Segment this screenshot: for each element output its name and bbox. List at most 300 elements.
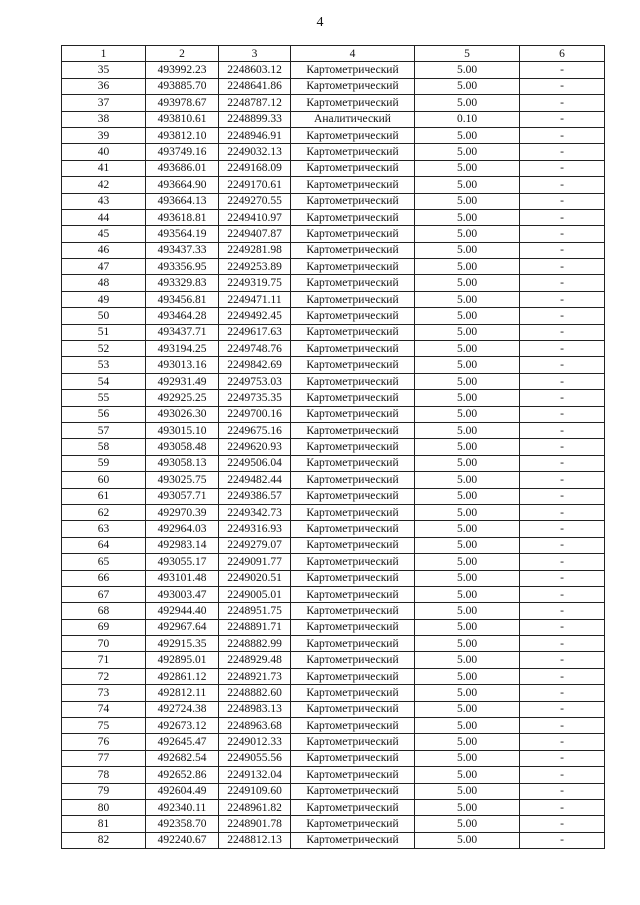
- table-cell: 492724.38: [146, 701, 219, 717]
- table-cell: Картометрический: [291, 783, 415, 799]
- table-cell: 5.00: [415, 390, 520, 406]
- table-cell: 2249407.87: [219, 226, 291, 242]
- table-row: [62, 291, 605, 307]
- table-cell: 492645.47: [146, 734, 219, 750]
- table-cell: 493686.01: [146, 160, 219, 176]
- table-cell: Картометрический: [291, 259, 415, 275]
- table-cell: 2248641.86: [219, 78, 291, 94]
- table-cell: 68: [62, 603, 146, 619]
- table-cell: -: [520, 259, 605, 275]
- table-row: [62, 603, 605, 619]
- table-cell: -: [520, 816, 605, 832]
- table-cell: Картометрический: [291, 406, 415, 422]
- table-cell: 42: [62, 177, 146, 193]
- table-row: [62, 78, 605, 94]
- table-cell: 2248882.60: [219, 685, 291, 701]
- table-cell: 53: [62, 357, 146, 373]
- table-row: [62, 619, 605, 635]
- table-cell: 492652.86: [146, 767, 219, 783]
- table-cell: 492240.67: [146, 832, 219, 848]
- table-cell: -: [520, 734, 605, 750]
- table-cell: 70: [62, 636, 146, 652]
- table-cell: Картометрический: [291, 570, 415, 586]
- table-cell: 2249675.16: [219, 422, 291, 438]
- table-cell: -: [520, 652, 605, 668]
- table-row: [62, 750, 605, 766]
- table-cell: 2249319.75: [219, 275, 291, 291]
- table-row: [62, 177, 605, 193]
- table-cell: 5.00: [415, 226, 520, 242]
- table-cell: -: [520, 275, 605, 291]
- table-cell: -: [520, 422, 605, 438]
- table-cell: 2249279.07: [219, 537, 291, 553]
- table-cell: 5.00: [415, 373, 520, 389]
- table-cell: 492358.70: [146, 816, 219, 832]
- table-cell: 2248929.48: [219, 652, 291, 668]
- table-cell: 51: [62, 324, 146, 340]
- table-cell: 2248963.68: [219, 718, 291, 734]
- table-cell: 5.00: [415, 62, 520, 78]
- table-row: [62, 357, 605, 373]
- table-cell: 2249620.93: [219, 439, 291, 455]
- table-cell: 2249109.60: [219, 783, 291, 799]
- table-cell: 55: [62, 390, 146, 406]
- table-cell: 5.00: [415, 357, 520, 373]
- table-cell: 5.00: [415, 603, 520, 619]
- column-header: 2: [146, 46, 219, 62]
- table-cell: 492967.64: [146, 619, 219, 635]
- table-cell: Картометрический: [291, 373, 415, 389]
- table-cell: 492812.11: [146, 685, 219, 701]
- table-cell: 66: [62, 570, 146, 586]
- table-cell: -: [520, 95, 605, 111]
- table-cell: 493564.19: [146, 226, 219, 242]
- table-cell: -: [520, 799, 605, 815]
- table-cell: 5.00: [415, 799, 520, 815]
- table-cell: 2249386.57: [219, 488, 291, 504]
- table-row: [62, 62, 605, 78]
- table-row: [62, 422, 605, 438]
- table-cell: 2249617.63: [219, 324, 291, 340]
- table-cell: 2249055.56: [219, 750, 291, 766]
- table-cell: Картометрический: [291, 193, 415, 209]
- table-row: [62, 439, 605, 455]
- table-row: [62, 783, 605, 799]
- table-cell: 77: [62, 750, 146, 766]
- table-cell: 493749.16: [146, 144, 219, 160]
- table-cell: 60: [62, 472, 146, 488]
- table-cell: 5.00: [415, 783, 520, 799]
- table-cell: -: [520, 127, 605, 143]
- table-cell: 2248921.73: [219, 668, 291, 684]
- table-cell: 493664.13: [146, 193, 219, 209]
- table-cell: 5.00: [415, 586, 520, 602]
- table-cell: 492970.39: [146, 504, 219, 520]
- table-cell: 5.00: [415, 521, 520, 537]
- table-row: [62, 95, 605, 111]
- table-row: [62, 455, 605, 471]
- table-cell: 39: [62, 127, 146, 143]
- table-body: [62, 62, 605, 849]
- table-cell: -: [520, 193, 605, 209]
- column-header: 5: [415, 46, 520, 62]
- table-cell: 2249132.04: [219, 767, 291, 783]
- table-cell: 493329.83: [146, 275, 219, 291]
- table-cell: 2248882.99: [219, 636, 291, 652]
- table-cell: 2249270.55: [219, 193, 291, 209]
- table-cell: 492915.35: [146, 636, 219, 652]
- table-cell: 2249032.13: [219, 144, 291, 160]
- table-cell: 493026.30: [146, 406, 219, 422]
- table-cell: -: [520, 406, 605, 422]
- table-cell: 76: [62, 734, 146, 750]
- table-cell: Картометрический: [291, 832, 415, 848]
- table-cell: Картометрический: [291, 504, 415, 520]
- table-cell: 5.00: [415, 95, 520, 111]
- table-row: [62, 193, 605, 209]
- table-cell: 5.00: [415, 472, 520, 488]
- table-cell: 2249753.03: [219, 373, 291, 389]
- table-cell: -: [520, 472, 605, 488]
- table-cell: -: [520, 570, 605, 586]
- table-cell: 493437.33: [146, 242, 219, 258]
- table-cell: -: [520, 783, 605, 799]
- table-cell: 493003.47: [146, 586, 219, 602]
- table-cell: 5.00: [415, 406, 520, 422]
- table-cell: 2249091.77: [219, 554, 291, 570]
- table-cell: Картометрический: [291, 521, 415, 537]
- table-cell: -: [520, 78, 605, 94]
- table-cell: 5.00: [415, 488, 520, 504]
- table-cell: 2248891.71: [219, 619, 291, 635]
- table-cell: 5.00: [415, 652, 520, 668]
- table-cell: -: [520, 586, 605, 602]
- table-cell: Картометрический: [291, 799, 415, 815]
- table-cell: 74: [62, 701, 146, 717]
- table-cell: 64: [62, 537, 146, 553]
- table-cell: 0.10: [415, 111, 520, 127]
- table-cell: Картометрический: [291, 422, 415, 438]
- table-cell: 5.00: [415, 734, 520, 750]
- table-cell: 493992.23: [146, 62, 219, 78]
- table-cell: 2248901.78: [219, 816, 291, 832]
- table-row: [62, 242, 605, 258]
- table-cell: Картометрический: [291, 554, 415, 570]
- table-cell: -: [520, 488, 605, 504]
- table-header-row: [62, 46, 605, 62]
- table-cell: 5.00: [415, 127, 520, 143]
- table-cell: 492682.54: [146, 750, 219, 766]
- table-cell: 5.00: [415, 619, 520, 635]
- table-cell: 2249012.33: [219, 734, 291, 750]
- table-cell: 5.00: [415, 504, 520, 520]
- table-row: [62, 636, 605, 652]
- table-cell: -: [520, 160, 605, 176]
- table-cell: -: [520, 521, 605, 537]
- table-cell: 2249170.61: [219, 177, 291, 193]
- table-cell: 493101.48: [146, 570, 219, 586]
- table-cell: 5.00: [415, 537, 520, 553]
- table-cell: Картометрический: [291, 816, 415, 832]
- table-cell: 492925.25: [146, 390, 219, 406]
- table-cell: -: [520, 554, 605, 570]
- coordinates-table: [61, 45, 605, 849]
- table-cell: 493456.81: [146, 291, 219, 307]
- table-cell: 2248983.13: [219, 701, 291, 717]
- table-cell: 5.00: [415, 816, 520, 832]
- table-cell: 5.00: [415, 767, 520, 783]
- table-cell: 493015.10: [146, 422, 219, 438]
- table-cell: -: [520, 209, 605, 225]
- table-row: [62, 586, 605, 602]
- table-cell: 36: [62, 78, 146, 94]
- table-cell: -: [520, 701, 605, 717]
- table-cell: 2248787.12: [219, 95, 291, 111]
- table-cell: 2249471.11: [219, 291, 291, 307]
- table-cell: 5.00: [415, 275, 520, 291]
- table-cell: 58: [62, 439, 146, 455]
- table-cell: -: [520, 144, 605, 160]
- table-cell: 2249253.89: [219, 259, 291, 275]
- table-row: [62, 259, 605, 275]
- table-cell: -: [520, 619, 605, 635]
- table-cell: 492340.11: [146, 799, 219, 815]
- table-cell: Картометрический: [291, 95, 415, 111]
- table-cell: Картометрический: [291, 619, 415, 635]
- table-cell: Картометрический: [291, 78, 415, 94]
- table-cell: Картометрический: [291, 341, 415, 357]
- table-cell: Картометрический: [291, 177, 415, 193]
- table-cell: 41: [62, 160, 146, 176]
- table-cell: 492861.12: [146, 668, 219, 684]
- table-cell: Картометрический: [291, 160, 415, 176]
- table-cell: 54: [62, 373, 146, 389]
- table-row: [62, 701, 605, 717]
- table-cell: 2248946.91: [219, 127, 291, 143]
- table-cell: 493810.61: [146, 111, 219, 127]
- column-header: 6: [520, 46, 605, 62]
- table-row: [62, 668, 605, 684]
- table-cell: -: [520, 504, 605, 520]
- table-cell: 2249005.01: [219, 586, 291, 602]
- table-cell: 2248961.82: [219, 799, 291, 815]
- table-cell: Картометрический: [291, 439, 415, 455]
- table-row: [62, 341, 605, 357]
- table-cell: 63: [62, 521, 146, 537]
- table-cell: 493058.48: [146, 439, 219, 455]
- table-cell: 5.00: [415, 455, 520, 471]
- table-cell: 2249700.16: [219, 406, 291, 422]
- table-cell: Картометрический: [291, 668, 415, 684]
- table-cell: Картометрический: [291, 324, 415, 340]
- table-cell: 47: [62, 259, 146, 275]
- table-cell: 82: [62, 832, 146, 848]
- table-cell: 2249410.97: [219, 209, 291, 225]
- table-cell: 5.00: [415, 636, 520, 652]
- table-cell: 49: [62, 291, 146, 307]
- table-cell: 5.00: [415, 160, 520, 176]
- table-cell: Аналитический: [291, 111, 415, 127]
- table-cell: 492673.12: [146, 718, 219, 734]
- table-cell: 5.00: [415, 439, 520, 455]
- table-cell: 72: [62, 668, 146, 684]
- table-cell: 492944.40: [146, 603, 219, 619]
- table-row: [62, 275, 605, 291]
- table-cell: 5.00: [415, 668, 520, 684]
- table-cell: 50: [62, 308, 146, 324]
- table-cell: -: [520, 455, 605, 471]
- table-row: [62, 570, 605, 586]
- table-row: [62, 832, 605, 848]
- table-cell: 5.00: [415, 832, 520, 848]
- table-row: [62, 799, 605, 815]
- table-row: [62, 554, 605, 570]
- table-row: [62, 537, 605, 553]
- table-cell: 5.00: [415, 144, 520, 160]
- table-cell: 62: [62, 504, 146, 520]
- table-row: [62, 111, 605, 127]
- table-cell: -: [520, 668, 605, 684]
- table-cell: 2249281.98: [219, 242, 291, 258]
- table-cell: 493978.67: [146, 95, 219, 111]
- table-row: [62, 488, 605, 504]
- table-cell: 52: [62, 341, 146, 357]
- table-cell: 5.00: [415, 422, 520, 438]
- column-header: 3: [219, 46, 291, 62]
- table-cell: 5.00: [415, 701, 520, 717]
- table-cell: Картометрический: [291, 275, 415, 291]
- table-row: [62, 718, 605, 734]
- table-cell: Картометрический: [291, 718, 415, 734]
- table-cell: 5.00: [415, 554, 520, 570]
- table-cell: 2249842.69: [219, 357, 291, 373]
- table-cell: 56: [62, 406, 146, 422]
- table-cell: -: [520, 603, 605, 619]
- table-cell: 5.00: [415, 78, 520, 94]
- table-cell: 81: [62, 816, 146, 832]
- table-cell: Картометрический: [291, 62, 415, 78]
- table-cell: Картометрический: [291, 750, 415, 766]
- table-row: [62, 816, 605, 832]
- table-cell: Картометрический: [291, 144, 415, 160]
- table-cell: Картометрический: [291, 127, 415, 143]
- table-cell: -: [520, 750, 605, 766]
- table-cell: 5.00: [415, 308, 520, 324]
- table-cell: 5.00: [415, 685, 520, 701]
- table-cell: 492931.49: [146, 373, 219, 389]
- table-cell: 2249316.93: [219, 521, 291, 537]
- table-cell: -: [520, 341, 605, 357]
- table-row: [62, 406, 605, 422]
- table-cell: 78: [62, 767, 146, 783]
- table-cell: 37: [62, 95, 146, 111]
- table-cell: 38: [62, 111, 146, 127]
- table-row: [62, 521, 605, 537]
- column-header: 1: [62, 46, 146, 62]
- table-cell: 2248951.75: [219, 603, 291, 619]
- table-cell: 492964.03: [146, 521, 219, 537]
- table-cell: Картометрический: [291, 308, 415, 324]
- table-cell: -: [520, 636, 605, 652]
- table-cell: 493058.13: [146, 455, 219, 471]
- table-cell: 61: [62, 488, 146, 504]
- table-cell: 69: [62, 619, 146, 635]
- table-cell: -: [520, 832, 605, 848]
- table-row: [62, 226, 605, 242]
- table-cell: 5.00: [415, 193, 520, 209]
- table-cell: Картометрический: [291, 357, 415, 373]
- table-cell: 40: [62, 144, 146, 160]
- table-cell: 493618.81: [146, 209, 219, 225]
- table-cell: 5.00: [415, 718, 520, 734]
- table-cell: -: [520, 439, 605, 455]
- table-row: [62, 373, 605, 389]
- table-cell: 5.00: [415, 259, 520, 275]
- table-cell: 71: [62, 652, 146, 668]
- table-row: [62, 127, 605, 143]
- table-cell: Картометрический: [291, 209, 415, 225]
- table-cell: 2248899.33: [219, 111, 291, 127]
- table-cell: 2249168.09: [219, 160, 291, 176]
- table-cell: -: [520, 291, 605, 307]
- table-cell: 80: [62, 799, 146, 815]
- table-cell: -: [520, 111, 605, 127]
- table-cell: 2249492.45: [219, 308, 291, 324]
- table-cell: Картометрический: [291, 226, 415, 242]
- table-cell: 493013.16: [146, 357, 219, 373]
- table-cell: 5.00: [415, 177, 520, 193]
- table-cell: 2248603.12: [219, 62, 291, 78]
- table-row: [62, 685, 605, 701]
- table-cell: Картометрический: [291, 242, 415, 258]
- table-row: [62, 144, 605, 160]
- table-cell: -: [520, 324, 605, 340]
- table-cell: 493885.70: [146, 78, 219, 94]
- table-cell: 79: [62, 783, 146, 799]
- table-cell: Картометрический: [291, 390, 415, 406]
- table-row: [62, 472, 605, 488]
- table-row: [62, 324, 605, 340]
- column-header: 4: [291, 46, 415, 62]
- table-cell: -: [520, 226, 605, 242]
- table-cell: -: [520, 62, 605, 78]
- table-cell: 5.00: [415, 242, 520, 258]
- table-row: [62, 160, 605, 176]
- table-cell: Картометрический: [291, 472, 415, 488]
- table-cell: -: [520, 718, 605, 734]
- table-cell: Картометрический: [291, 685, 415, 701]
- table-row: [62, 504, 605, 520]
- table-cell: 2249482.44: [219, 472, 291, 488]
- table-cell: -: [520, 373, 605, 389]
- table-cell: 493055.17: [146, 554, 219, 570]
- table-cell: 493025.75: [146, 472, 219, 488]
- table-cell: Картометрический: [291, 636, 415, 652]
- table-cell: 2249735.35: [219, 390, 291, 406]
- table-cell: 46: [62, 242, 146, 258]
- table-cell: 73: [62, 685, 146, 701]
- table-row: [62, 308, 605, 324]
- table-cell: -: [520, 767, 605, 783]
- table-cell: 5.00: [415, 570, 520, 586]
- table-cell: 57: [62, 422, 146, 438]
- table-cell: 48: [62, 275, 146, 291]
- table-row: [62, 767, 605, 783]
- table-cell: -: [520, 177, 605, 193]
- table-row: [62, 390, 605, 406]
- table-cell: 2248812.13: [219, 832, 291, 848]
- table-cell: 492983.14: [146, 537, 219, 553]
